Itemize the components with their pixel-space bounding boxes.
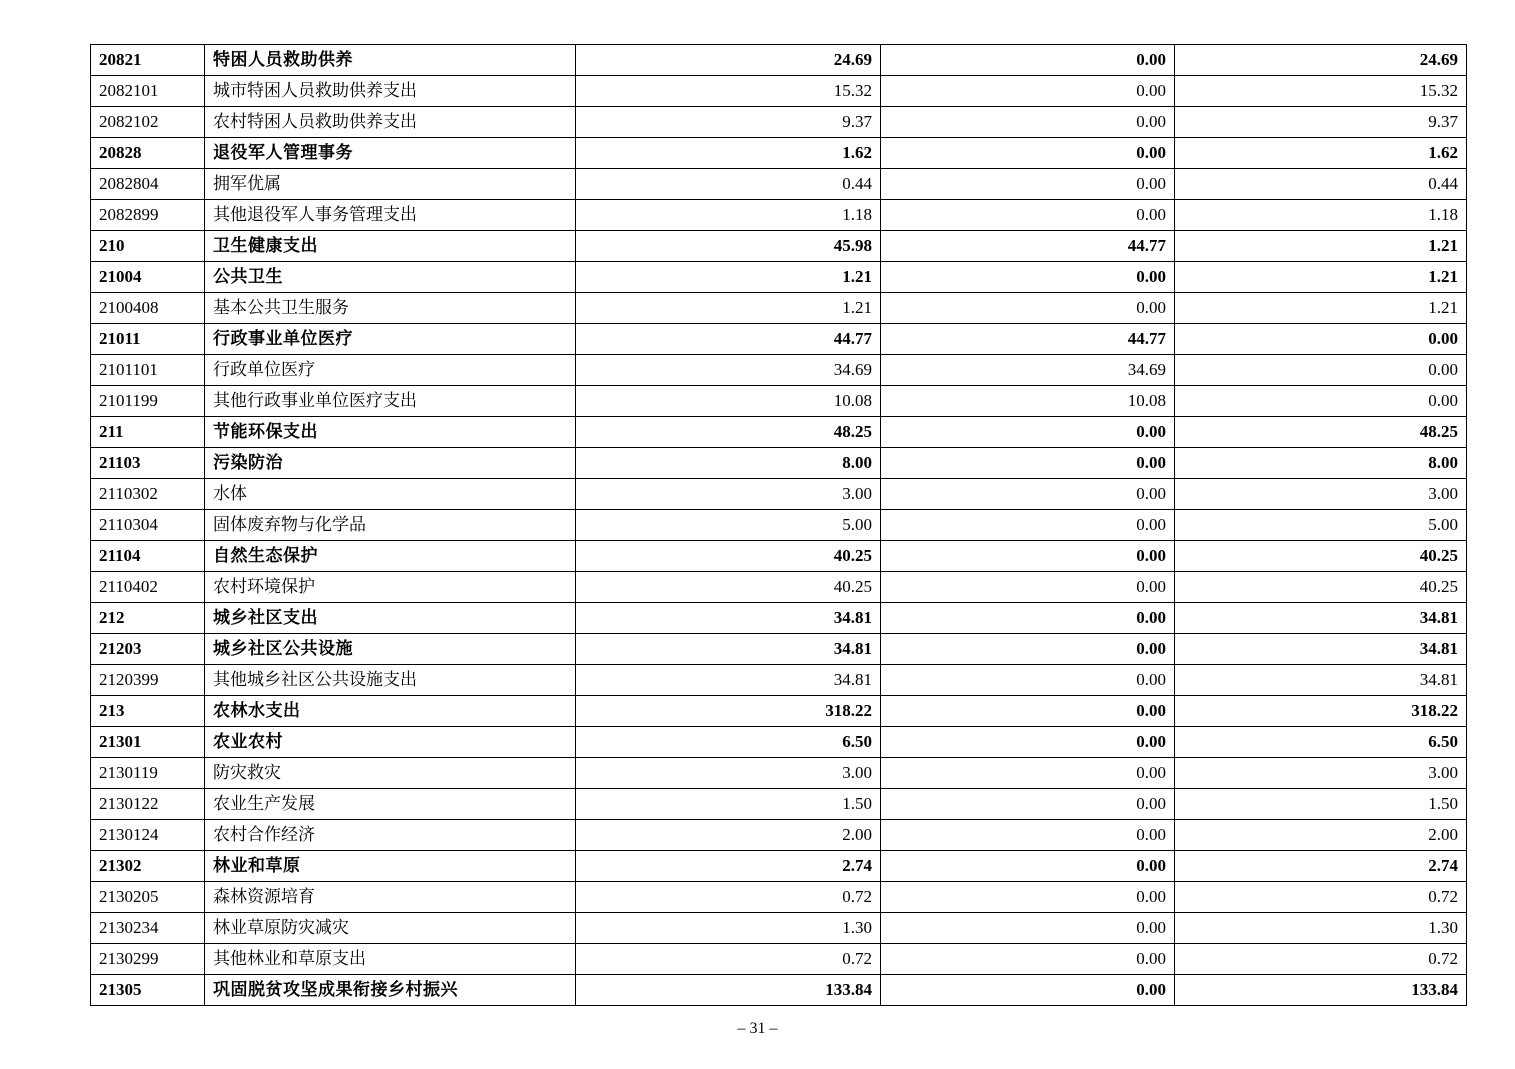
table-row (91, 820, 1467, 851)
cell-code: 2130122 (91, 789, 205, 820)
cell-fund: 1.21 (1175, 231, 1467, 262)
cell-item-name: 巩固脱贫攻坚成果衔接乡村振兴 (205, 975, 576, 1006)
table-row (91, 417, 1467, 448)
cell-code: 2110302 (91, 479, 205, 510)
cell-code: 2082102 (91, 107, 205, 138)
cell-fund: 2.74 (1175, 851, 1467, 882)
cell-code: 2130205 (91, 882, 205, 913)
cell-fiscal: 0.00 (881, 262, 1175, 293)
cell-code: 21302 (91, 851, 205, 882)
cell-fiscal: 0.00 (881, 603, 1175, 634)
cell-fiscal: 0.00 (881, 448, 1175, 479)
table-row (91, 789, 1467, 820)
cell-fund: 1.50 (1175, 789, 1467, 820)
cell-total: 1.62 (576, 138, 881, 169)
cell-item-name: 其他退役军人事务管理支出 (205, 200, 576, 231)
cell-fiscal: 0.00 (881, 944, 1175, 975)
cell-code: 2082101 (91, 76, 205, 107)
table-row (91, 386, 1467, 417)
cell-fund: 8.00 (1175, 448, 1467, 479)
cell-code: 2130234 (91, 913, 205, 944)
table-row (91, 541, 1467, 572)
cell-item-name: 行政事业单位医疗 (205, 324, 576, 355)
cell-fund: 1.62 (1175, 138, 1467, 169)
table-row (91, 696, 1467, 727)
cell-code: 2101101 (91, 355, 205, 386)
table-row (91, 479, 1467, 510)
cell-item-name: 拥军优属 (205, 169, 576, 200)
cell-fiscal: 0.00 (881, 727, 1175, 758)
cell-item-name: 公共卫生 (205, 262, 576, 293)
cell-fiscal: 0.00 (881, 696, 1175, 727)
cell-fund: 48.25 (1175, 417, 1467, 448)
cell-item-name: 防灾救灾 (205, 758, 576, 789)
cell-fund: 2.00 (1175, 820, 1467, 851)
table-row (91, 913, 1467, 944)
table-row (91, 107, 1467, 138)
cell-total: 8.00 (576, 448, 881, 479)
cell-fiscal: 0.00 (881, 789, 1175, 820)
cell-item-name: 水体 (205, 479, 576, 510)
cell-total: 1.50 (576, 789, 881, 820)
cell-total: 40.25 (576, 572, 881, 603)
cell-fiscal: 44.77 (881, 231, 1175, 262)
cell-item-name: 森林资源培育 (205, 882, 576, 913)
cell-fiscal: 34.69 (881, 355, 1175, 386)
table-row (91, 231, 1467, 262)
table-row (91, 169, 1467, 200)
table-row (91, 572, 1467, 603)
cell-fund: 6.50 (1175, 727, 1467, 758)
cell-code: 212 (91, 603, 205, 634)
cell-total: 44.77 (576, 324, 881, 355)
cell-fund: 3.00 (1175, 758, 1467, 789)
table-row (91, 324, 1467, 355)
table-row (91, 727, 1467, 758)
cell-total: 1.21 (576, 293, 881, 324)
cell-code: 2120399 (91, 665, 205, 696)
cell-item-name: 特困人员救助供养 (205, 45, 576, 76)
cell-total: 2.00 (576, 820, 881, 851)
cell-total: 1.18 (576, 200, 881, 231)
cell-fiscal: 0.00 (881, 665, 1175, 696)
cell-code: 2101199 (91, 386, 205, 417)
cell-total: 45.98 (576, 231, 881, 262)
cell-code: 21305 (91, 975, 205, 1006)
cell-fiscal: 0.00 (881, 975, 1175, 1006)
cell-fund: 0.00 (1175, 324, 1467, 355)
cell-total: 24.69 (576, 45, 881, 76)
cell-code: 2082804 (91, 169, 205, 200)
cell-total: 0.72 (576, 882, 881, 913)
cell-fiscal: 0.00 (881, 634, 1175, 665)
cell-fiscal: 0.00 (881, 107, 1175, 138)
cell-fund: 40.25 (1175, 541, 1467, 572)
cell-fiscal: 0.00 (881, 479, 1175, 510)
cell-fund: 0.00 (1175, 355, 1467, 386)
cell-fund: 133.84 (1175, 975, 1467, 1006)
table-row (91, 76, 1467, 107)
cell-fund: 40.25 (1175, 572, 1467, 603)
cell-total: 48.25 (576, 417, 881, 448)
cell-total: 34.81 (576, 665, 881, 696)
cell-fund: 318.22 (1175, 696, 1467, 727)
cell-fund: 1.21 (1175, 293, 1467, 324)
cell-fiscal: 10.08 (881, 386, 1175, 417)
table-row (91, 293, 1467, 324)
cell-fiscal: 0.00 (881, 293, 1175, 324)
cell-code: 2082899 (91, 200, 205, 231)
cell-item-name: 节能环保支出 (205, 417, 576, 448)
cell-total: 15.32 (576, 76, 881, 107)
cell-code: 2130299 (91, 944, 205, 975)
cell-fiscal: 0.00 (881, 882, 1175, 913)
cell-fund: 1.18 (1175, 200, 1467, 231)
table-row (91, 448, 1467, 479)
cell-code: 213 (91, 696, 205, 727)
cell-fiscal: 0.00 (881, 510, 1175, 541)
cell-fiscal: 0.00 (881, 820, 1175, 851)
table-row (91, 851, 1467, 882)
cell-item-name: 城乡社区支出 (205, 603, 576, 634)
cell-code: 2130119 (91, 758, 205, 789)
cell-item-name: 城市特困人员救助供养支出 (205, 76, 576, 107)
cell-item-name: 农林水支出 (205, 696, 576, 727)
cell-fund: 0.72 (1175, 944, 1467, 975)
cell-fund: 0.44 (1175, 169, 1467, 200)
cell-item-name: 农村环境保护 (205, 572, 576, 603)
cell-item-name: 行政单位医疗 (205, 355, 576, 386)
cell-fund: 34.81 (1175, 665, 1467, 696)
cell-total: 0.44 (576, 169, 881, 200)
cell-fund: 5.00 (1175, 510, 1467, 541)
cell-fiscal: 0.00 (881, 572, 1175, 603)
table-row (91, 262, 1467, 293)
table-row (91, 975, 1467, 1006)
cell-code: 2110304 (91, 510, 205, 541)
cell-fund: 9.37 (1175, 107, 1467, 138)
cell-item-name: 林业和草原 (205, 851, 576, 882)
cell-item-name: 基本公共卫生服务 (205, 293, 576, 324)
cell-code: 21104 (91, 541, 205, 572)
cell-total: 2.74 (576, 851, 881, 882)
cell-total: 40.25 (576, 541, 881, 572)
cell-total: 1.30 (576, 913, 881, 944)
cell-code: 21203 (91, 634, 205, 665)
cell-code: 2130124 (91, 820, 205, 851)
cell-item-name: 城乡社区公共设施 (205, 634, 576, 665)
cell-fiscal: 0.00 (881, 417, 1175, 448)
table-row (91, 45, 1467, 76)
cell-total: 5.00 (576, 510, 881, 541)
cell-item-name: 退役军人管理事务 (205, 138, 576, 169)
table-body (91, 45, 1467, 1006)
cell-fund: 1.30 (1175, 913, 1467, 944)
table-row (91, 882, 1467, 913)
cell-item-name: 农村特困人员救助供养支出 (205, 107, 576, 138)
table-row (91, 758, 1467, 789)
table-row (91, 634, 1467, 665)
budget-expenditure-table (90, 44, 1467, 1006)
table-row (91, 665, 1467, 696)
cell-item-name: 林业草原防灾减灾 (205, 913, 576, 944)
cell-total: 3.00 (576, 479, 881, 510)
cell-code: 21004 (91, 262, 205, 293)
cell-fiscal: 0.00 (881, 200, 1175, 231)
cell-fiscal: 0.00 (881, 913, 1175, 944)
cell-code: 20828 (91, 138, 205, 169)
cell-code: 2110402 (91, 572, 205, 603)
cell-item-name: 其他林业和草原支出 (205, 944, 576, 975)
cell-item-name: 农业农村 (205, 727, 576, 758)
cell-fund: 15.32 (1175, 76, 1467, 107)
cell-item-name: 农业生产发展 (205, 789, 576, 820)
cell-item-name: 固体废弃物与化学品 (205, 510, 576, 541)
cell-item-name: 其他行政事业单位医疗支出 (205, 386, 576, 417)
cell-item-name: 污染防治 (205, 448, 576, 479)
cell-code: 21301 (91, 727, 205, 758)
table-row (91, 355, 1467, 386)
cell-fund: 24.69 (1175, 45, 1467, 76)
table-row (91, 138, 1467, 169)
cell-item-name: 其他城乡社区公共设施支出 (205, 665, 576, 696)
cell-fiscal: 0.00 (881, 851, 1175, 882)
cell-fund: 0.00 (1175, 386, 1467, 417)
table-row (91, 603, 1467, 634)
cell-code: 2100408 (91, 293, 205, 324)
cell-fiscal: 0.00 (881, 541, 1175, 572)
cell-total: 6.50 (576, 727, 881, 758)
cell-fund: 34.81 (1175, 603, 1467, 634)
cell-fiscal: 0.00 (881, 76, 1175, 107)
cell-total: 3.00 (576, 758, 881, 789)
cell-code: 21103 (91, 448, 205, 479)
cell-total: 34.81 (576, 603, 881, 634)
table-row (91, 944, 1467, 975)
cell-fund: 1.21 (1175, 262, 1467, 293)
cell-code: 20821 (91, 45, 205, 76)
cell-fiscal: 0.00 (881, 45, 1175, 76)
cell-total: 0.72 (576, 944, 881, 975)
cell-item-name: 农村合作经济 (205, 820, 576, 851)
table-row (91, 510, 1467, 541)
cell-total: 34.69 (576, 355, 881, 386)
cell-fund: 0.72 (1175, 882, 1467, 913)
cell-total: 34.81 (576, 634, 881, 665)
cell-fiscal: 44.77 (881, 324, 1175, 355)
cell-fiscal: 0.00 (881, 138, 1175, 169)
cell-total: 1.21 (576, 262, 881, 293)
cell-code: 211 (91, 417, 205, 448)
cell-total: 10.08 (576, 386, 881, 417)
cell-item-name: 自然生态保护 (205, 541, 576, 572)
cell-code: 21011 (91, 324, 205, 355)
cell-fund: 3.00 (1175, 479, 1467, 510)
table-row (91, 200, 1467, 231)
cell-total: 318.22 (576, 696, 881, 727)
cell-total: 133.84 (576, 975, 881, 1006)
cell-code: 210 (91, 231, 205, 262)
cell-fund: 34.81 (1175, 634, 1467, 665)
cell-item-name: 卫生健康支出 (205, 231, 576, 262)
cell-fiscal: 0.00 (881, 169, 1175, 200)
cell-fiscal: 0.00 (881, 758, 1175, 789)
cell-total: 9.37 (576, 107, 881, 138)
page-number: – 31 – (737, 1020, 778, 1037)
